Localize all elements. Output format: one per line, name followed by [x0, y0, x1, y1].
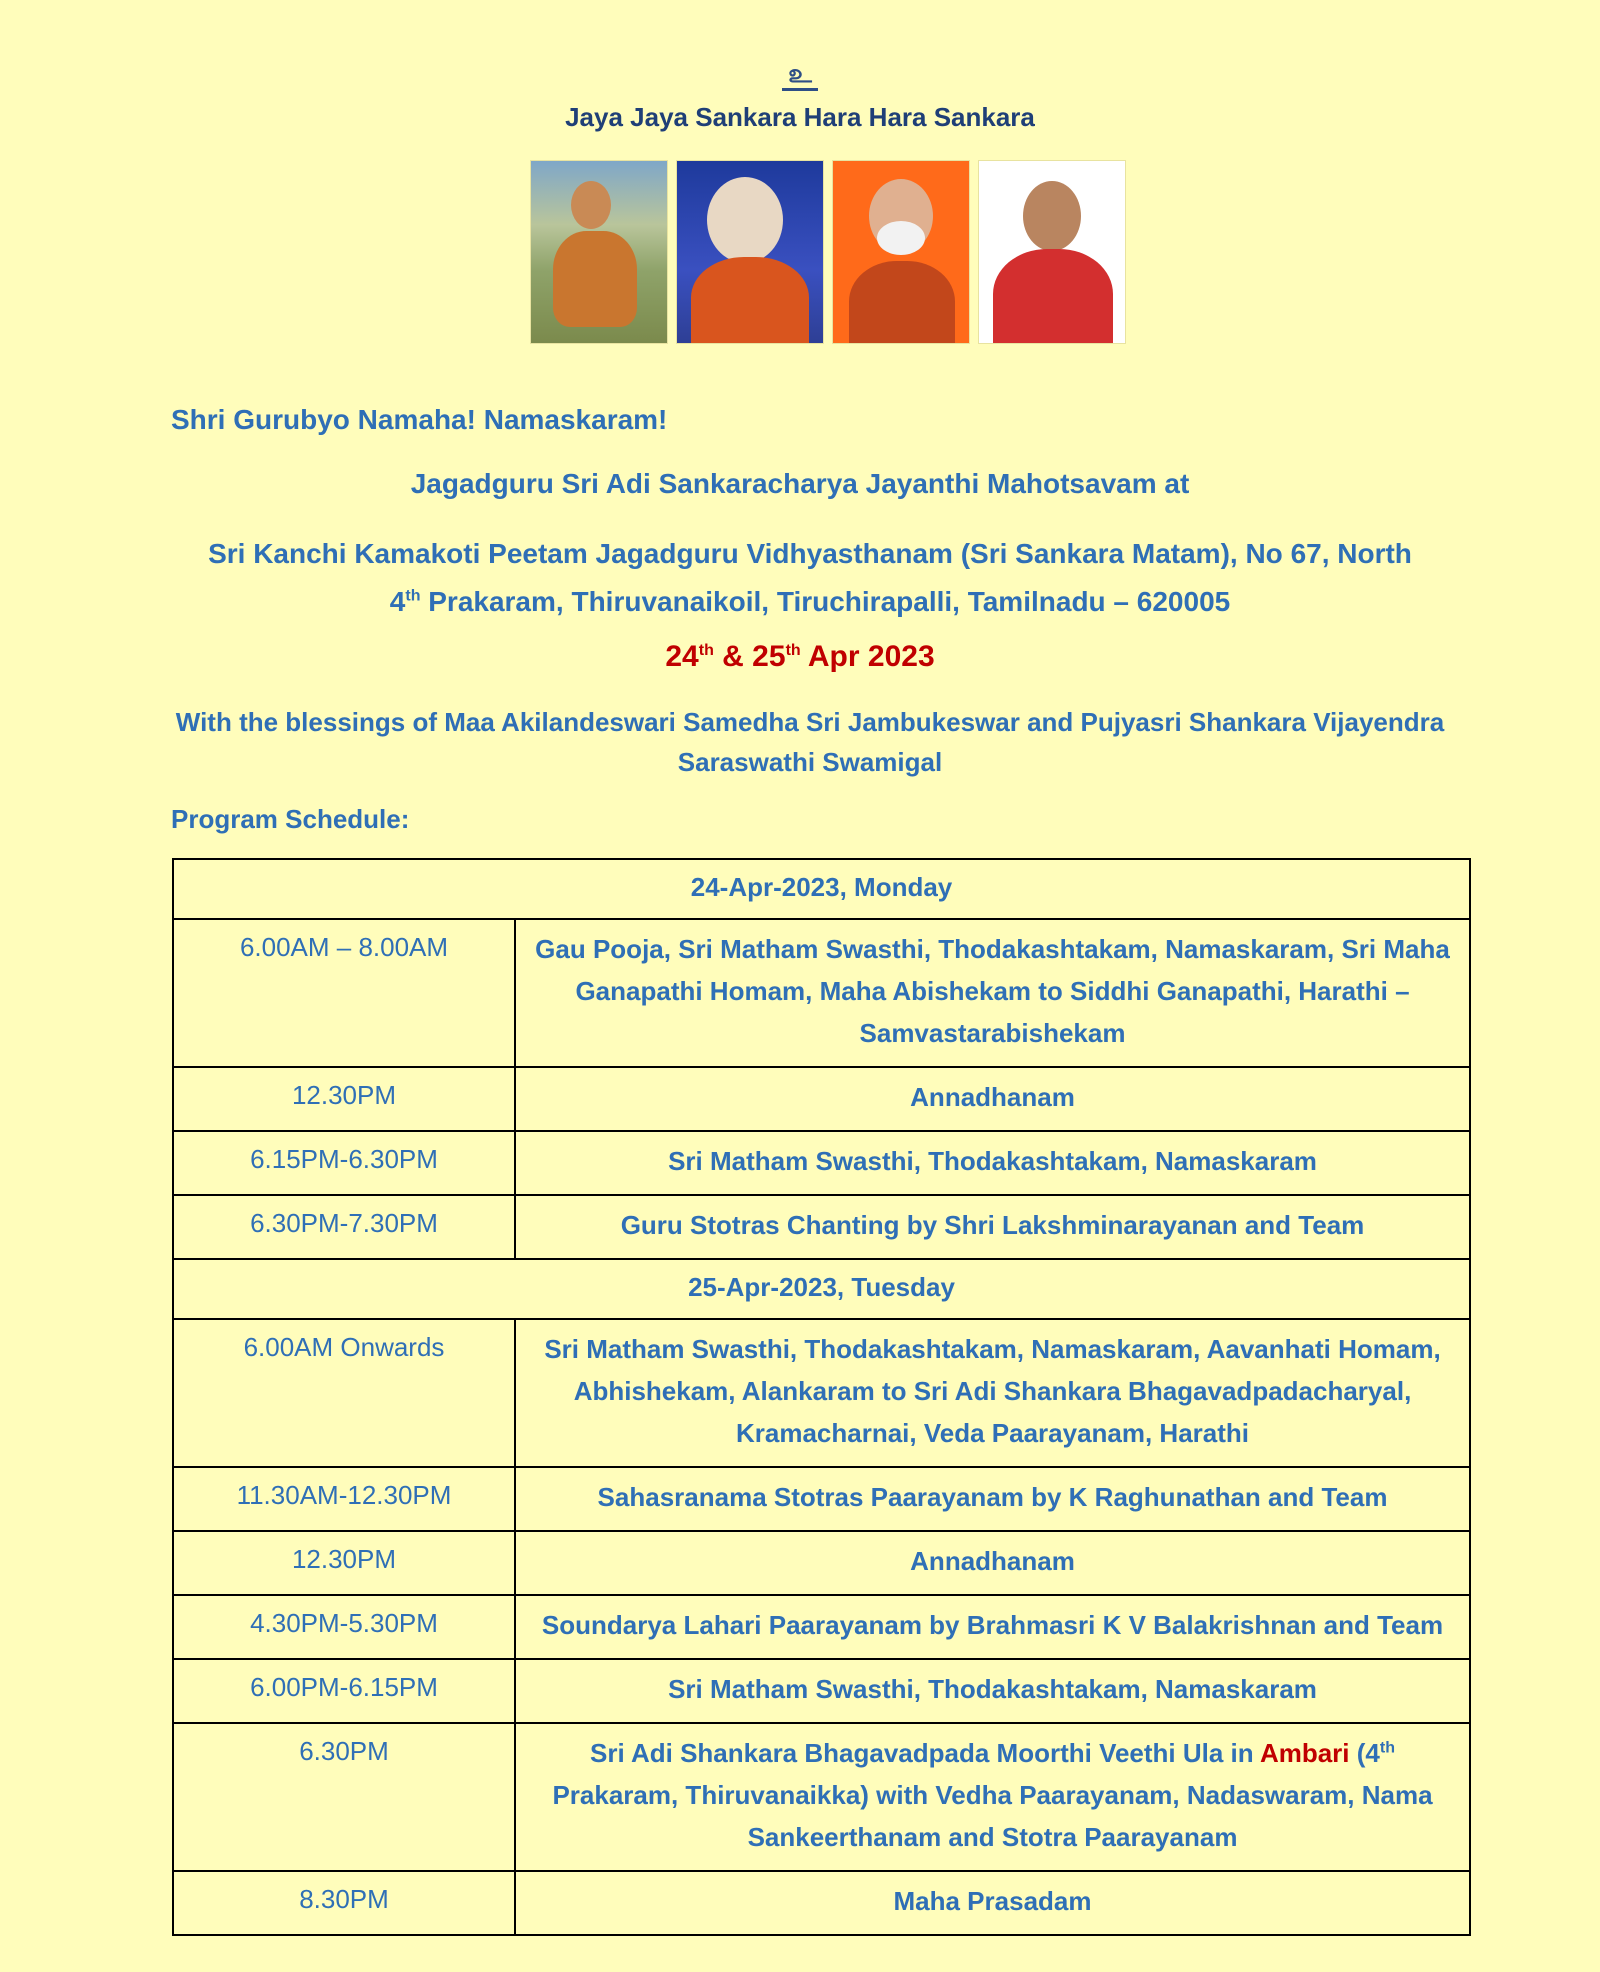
table-row [173, 1871, 1470, 1935]
activity-cell: Guru Stotras Chanting by Shri Lakshminarayanan and Team [515, 1195, 1470, 1259]
time-cell: 12.30PM [173, 1067, 515, 1131]
event-dates: 24th & 25th Apr 2023 [665, 640, 935, 673]
table-row [173, 1531, 1470, 1595]
day-header-row [173, 859, 1470, 919]
table-row [173, 1067, 1470, 1131]
day-header-row [173, 1259, 1470, 1319]
guru-photo-4 [978, 160, 1126, 344]
invocation-heading: Jaya Jaya Sankara Hara Hara Sankara [565, 102, 1035, 132]
guru-photos [530, 160, 1126, 342]
time-cell: 11.30AM-12.30PM [173, 1467, 515, 1531]
time-cell: 6.00PM-6.15PM [173, 1659, 515, 1723]
venue-line-1: Sri Kanchi Kamakoti Peetam Jagadguru Vidhyasthanam (Sri Sankara Matam), No 67, North [208, 538, 1412, 569]
time-cell: 12.30PM [173, 1531, 515, 1595]
guru-photo-3 [832, 160, 970, 344]
guru-photo-adi-sankara [530, 160, 668, 344]
time-cell: 6.30PM [173, 1723, 515, 1871]
event-title: Jagadguru Sri Adi Sankaracharya Jayanthi Mahotsavam at [410, 468, 1190, 499]
time-cell: 6.30PM-7.30PM [173, 1195, 515, 1259]
day-header: 24-Apr-2023, Monday [173, 859, 1470, 919]
activity-cell: Sri Matham Swasthi, Thodakashtakam, Namaskaram, Aavanhati Homam, Abhishekam, Alankaram to Sri Adi Shankara Bhagavadpadacharyal, Kramacharnai, Veda Paarayanam, Harathi [515, 1319, 1470, 1467]
schedule-table [172, 858, 1471, 1936]
time-cell: 6.00AM – 8.00AM [173, 919, 515, 1067]
table-row [173, 1131, 1470, 1195]
activity-cell: Sri Matham Swasthi, Thodakashtakam, Namaskaram [515, 1131, 1470, 1195]
table-row [173, 1723, 1470, 1871]
blessing-text: With the blessings of Maa Akilandeswari Samedha Sri Jambukeswar and Pujyasri Shankara Vijayendra Saraswathi Swamigal [175, 707, 1445, 777]
activity-cell: Annadhanam [515, 1531, 1470, 1595]
activity-cell: Sri Matham Swasthi, Thodakashtakam, Namaskaram [515, 1659, 1470, 1723]
table-row [173, 1467, 1470, 1531]
schedule-label: Program Schedule: [171, 804, 410, 834]
guru-photo-2 [676, 160, 824, 344]
activity-cell: Sri Adi Shankara Bhagavadpada Moorthi Veethi Ula in Ambari (4th Prakaram, Thiruvanaikka) with Vedha Paarayanam, Nadaswaram, Nama Sankeerthanam and Stotra Paarayanam [515, 1723, 1470, 1871]
table-row [173, 1595, 1470, 1659]
table-row [173, 919, 1470, 1067]
table-row [173, 1195, 1470, 1259]
time-cell: 8.30PM [173, 1871, 515, 1935]
activity-cell: Gau Pooja, Sri Matham Swasthi, Thodakashtakam, Namaskaram, Sri Maha Ganapathi Homam, Maha Abishekam to Siddhi Ganapathi, Harathi – Samvastarabishekam [515, 919, 1470, 1067]
activity-cell: Maha Prasadam [515, 1871, 1470, 1935]
activity-cell: Annadhanam [515, 1067, 1470, 1131]
om-symbol: உ [0, 58, 1600, 92]
greeting: Shri Gurubyo Namaha! Namaskaram! [171, 404, 668, 435]
ambari-highlight: Ambari [1259, 1738, 1350, 1768]
time-cell: 6.00AM Onwards [173, 1319, 515, 1467]
activity-cell: Sahasranama Stotras Paarayanam by K Raghunathan and Team [515, 1467, 1470, 1531]
table-row [173, 1319, 1470, 1467]
activity-cell: Soundarya Lahari Paarayanam by Brahmasri K V Balakrishnan and Team [515, 1595, 1470, 1659]
table-row [173, 1659, 1470, 1723]
venue-line-2: 4th Prakaram, Thiruvanaikoil, Tiruchirapalli, Tamilnadu – 620005 [389, 586, 1231, 617]
time-cell: 6.15PM-6.30PM [173, 1131, 515, 1195]
day-header: 25-Apr-2023, Tuesday [173, 1259, 1470, 1319]
venue-address [160, 530, 1460, 626]
time-cell: 4.30PM-5.30PM [173, 1595, 515, 1659]
